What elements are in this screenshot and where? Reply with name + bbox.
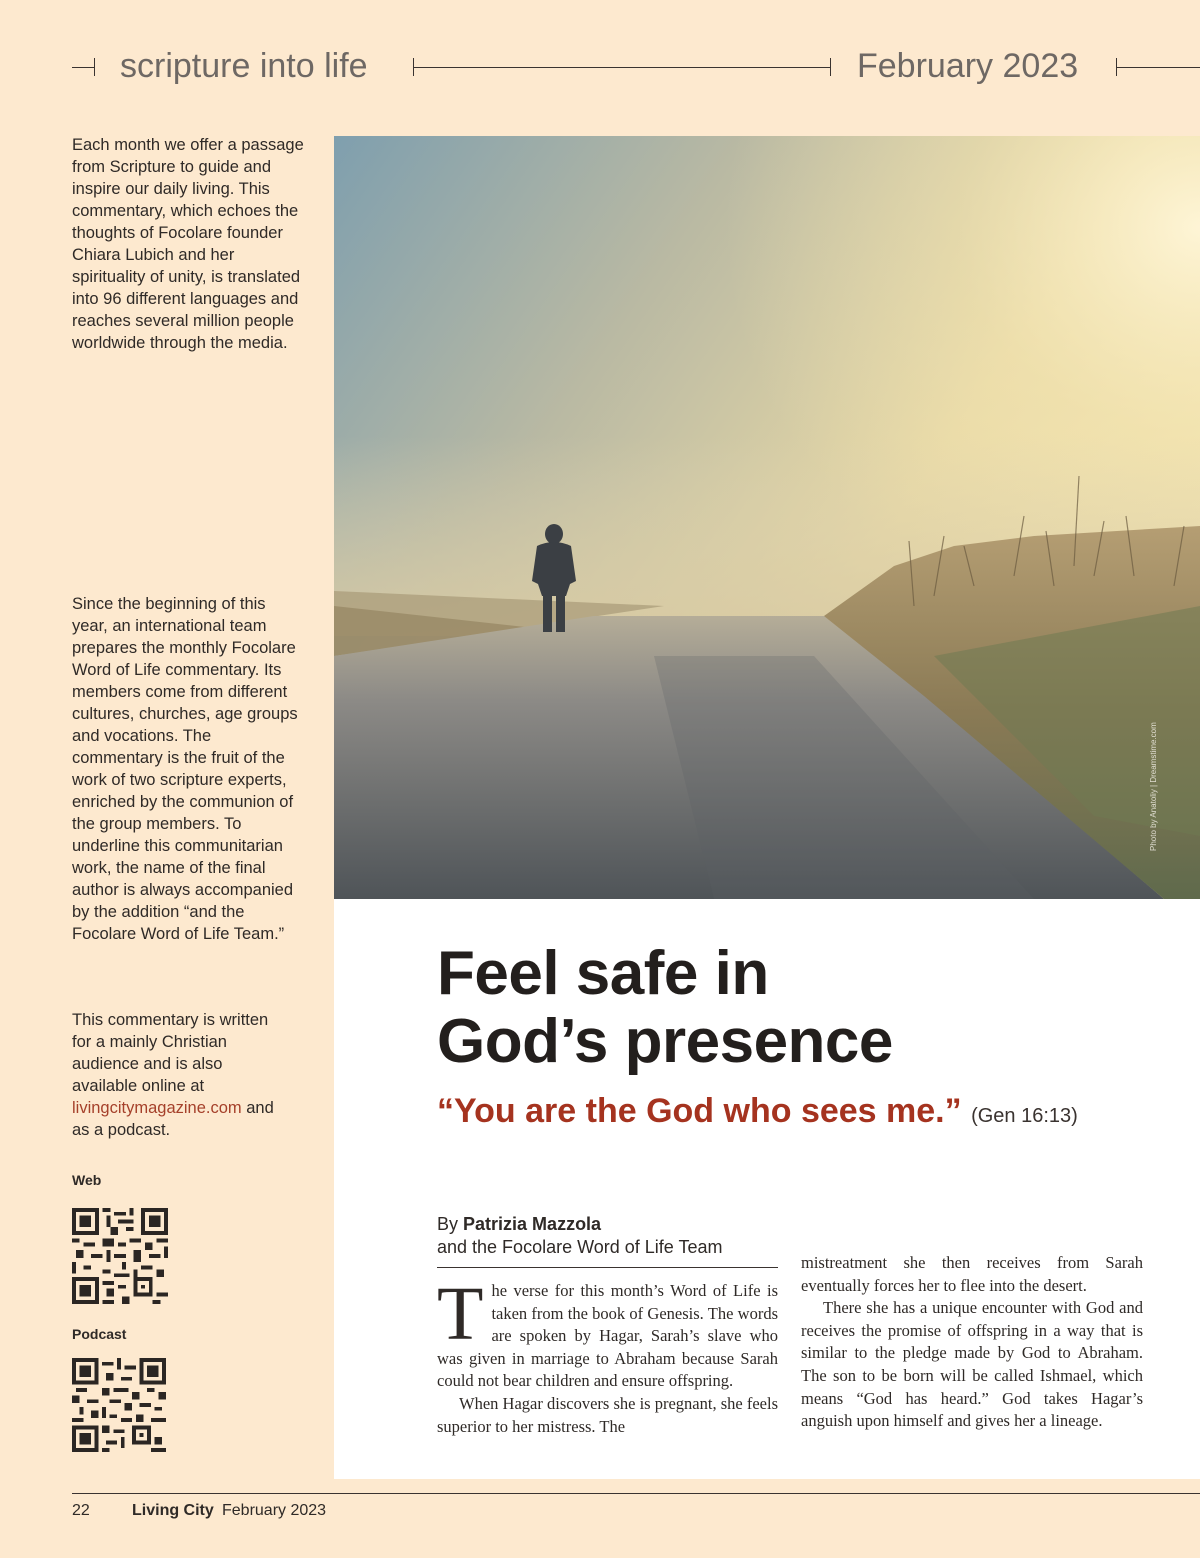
audience-text — [72, 1009, 290, 1141]
title-line-2: God’s presence — [437, 1007, 893, 1076]
intro-text: Each month we offer a passage from Scripture to guide and inspire our daily living. This commentary, which echoes the thoughts of Focolare founder Chiara Lubich and her spirituality of unity, is translated into 96 different languages and reaches several million people worldwide through the media. — [72, 136, 304, 352]
title-line-1: Feel safe in — [437, 939, 769, 1008]
drop-cap: T — [437, 1272, 484, 1356]
podcast-qr-code[interactable] — [72, 1358, 166, 1452]
header-tick — [94, 58, 95, 76]
audience-post: and as a podcast. — [72, 1099, 274, 1139]
issue-date: February 2023 — [857, 47, 1079, 85]
byline — [437, 1213, 723, 1259]
quote-text: “You are the God who sees me.” — [437, 1092, 962, 1130]
audience-pre: This commentary is written for a mainly Christian audience and is also available online at — [72, 1011, 269, 1095]
header-rule — [413, 67, 830, 68]
sidebar-audience — [72, 1009, 290, 1141]
paragraph-3: There she has a unique encounter with God and receives the promise of offspring in a way that is similar to the pledge made by God to Abraham. The son to be born will be called Ishmael, which means “God has heard.” God takes Hagar’s anguish upon himself and gives her a lineage. — [801, 1298, 1143, 1431]
website-link[interactable]: livingcitymagazine.com — [72, 1099, 242, 1117]
paragraph-2-continued: mistreatment she then receives from Sarah eventually forces her to flee into the desert. — [801, 1253, 1143, 1295]
paragraph-1-text: he verse for this month’s Word of Life is taken from the book of Genesis. The words are spoken by Hagar, Sarah’s slave who was given in marriage to Abraham because Sarah could not bear children and ensure offspring. — [437, 1281, 778, 1391]
paragraph-2: When Hagar discovers she is pregnant, she feels superior to her mistress. The — [437, 1393, 778, 1436]
author-team: and the Focolare Word of Life Team — [437, 1237, 723, 1257]
scripture-quote — [437, 1092, 1078, 1131]
scripture-reference: (Gen 16:13) — [971, 1105, 1078, 1127]
header-rule — [1116, 67, 1200, 68]
podcast-label: Podcast — [72, 1326, 127, 1342]
magazine-name: Living City — [132, 1502, 214, 1519]
author-name: Patrizia Mazzola — [463, 1214, 602, 1234]
byline-rule — [437, 1267, 778, 1268]
sidebar-intro — [72, 134, 304, 354]
header-rule — [72, 67, 94, 68]
paragraph-1 — [437, 1272, 778, 1393]
header-tick — [830, 58, 831, 76]
article-column-2 — [801, 1252, 1143, 1433]
photo-credit: Photo by Anatoliy | Dreamstime.com — [1149, 722, 1158, 851]
article-column-1 — [437, 1272, 778, 1438]
byline-by: By — [437, 1214, 459, 1234]
web-qr-code[interactable] — [72, 1208, 168, 1304]
sidebar-team — [72, 593, 304, 945]
footer-issue: February 2023 — [222, 1502, 327, 1519]
foggy-road-photo — [334, 136, 1200, 899]
section-title: scripture into life — [120, 47, 368, 85]
web-label: Web — [72, 1172, 102, 1188]
page-number: 22 — [72, 1502, 90, 1519]
article-title — [437, 940, 1177, 1076]
team-text: Since the beginning of this year, an international team prepares the monthly Focolare Word of Life commentary. Its members come from different cultures, churches, age groups and vocations. The commentary is the fruit of the work of two scripture experts, enriched by the communion of the group members. To underline this communitarian work, the name of the final author is always accompanied by the addition “and the Focolare Word of Life Team.” — [72, 595, 298, 943]
footer-rule — [72, 1493, 1200, 1494]
